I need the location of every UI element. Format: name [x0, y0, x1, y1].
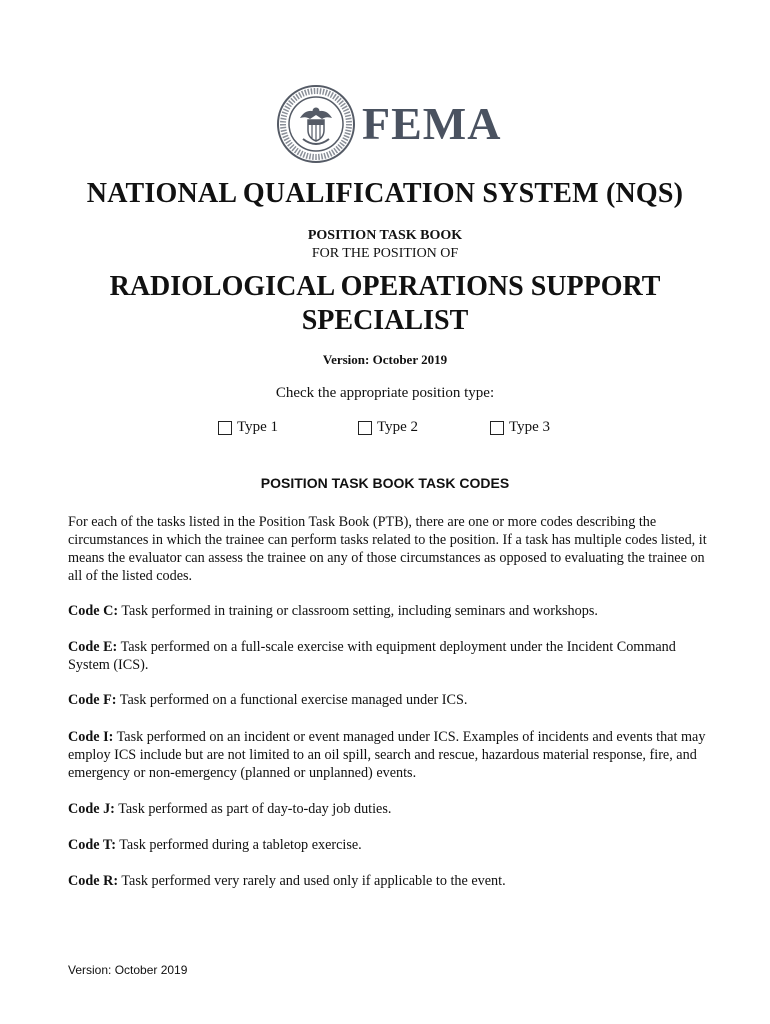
code-label: Code E:: [68, 639, 118, 655]
type-3-checkbox[interactable]: [490, 421, 504, 435]
type-1-option[interactable]: [218, 419, 278, 436]
task-codes-intro: For each of the tasks listed in the Position Task Book (PTB), there are one or more codes describing the circumstances in which the trainee can perform tasks related to the position. If a task has multiple codes listed, it means the evaluator can assess the trainee on any of those circumstances as opposed to evaluating the trainee on all of the listed codes.: [68, 514, 707, 584]
dhs-seal-icon: [276, 84, 356, 164]
code-description: Task performed in training or classroom setting, including seminars and workshops.: [121, 603, 598, 619]
version-label: Version: October 2019: [322, 352, 448, 367]
code-item: [68, 872, 708, 890]
task-codes-heading: POSITION TASK BOOK TASK CODES: [260, 475, 510, 491]
type-2-checkbox[interactable]: [358, 421, 372, 435]
code-label: Code I:: [68, 729, 114, 745]
type-1-checkbox[interactable]: [218, 421, 232, 435]
code-label: Code C:: [68, 603, 119, 619]
code-label: Code T:: [68, 837, 116, 853]
code-label: Code R:: [68, 873, 119, 889]
type-2-option[interactable]: [358, 419, 418, 436]
type-3-option[interactable]: [490, 419, 550, 436]
code-item: [68, 691, 708, 709]
document-title: NATIONAL QUALIFICATION SYSTEM (NQS): [86, 178, 684, 209]
type-2-label: Type 2: [377, 419, 419, 435]
code-item: [68, 800, 708, 818]
for-position-label: FOR THE POSITION OF: [311, 246, 459, 261]
code-description: Task performed on a functional exercise managed under ICS.: [119, 692, 468, 708]
code-description: Task performed on a full-scale exercise with equipment deployment under the Incident Command System (ICS).: [68, 639, 676, 673]
fema-logo: [276, 84, 501, 164]
code-item: [68, 836, 708, 854]
type-3-label: Type 3: [509, 419, 551, 435]
code-item: [68, 638, 708, 674]
footer-version: Version: October 2019: [68, 963, 188, 977]
position-type-prompt: Check the appropriate position type:: [275, 385, 495, 401]
fema-wordmark: FEMA: [362, 98, 502, 149]
code-description: Task performed on an incident or event managed under ICS. Examples of incidents and events that may employ ICS include but are not limited to an oil spill, search and rescue, hazardous material response, fire, and emergency or non-emergency (planned or unplanned) events.: [68, 729, 706, 781]
code-description: Task performed during a tabletop exercise.: [119, 837, 362, 853]
type-1-label: Type 1: [237, 419, 279, 435]
ptb-label: POSITION TASK BOOK: [307, 228, 463, 243]
code-item: [68, 602, 708, 620]
code-label: Code F:: [68, 692, 117, 708]
code-label: Code J:: [68, 801, 115, 817]
code-description: Task performed as part of day-to-day job duties.: [118, 801, 392, 817]
code-description: Task performed very rarely and used only if applicable to the event.: [121, 873, 506, 889]
code-item: [68, 728, 708, 782]
position-name: RADIOLOGICAL OPERATIONS SUPPORT SPECIALIST: [109, 271, 661, 336]
